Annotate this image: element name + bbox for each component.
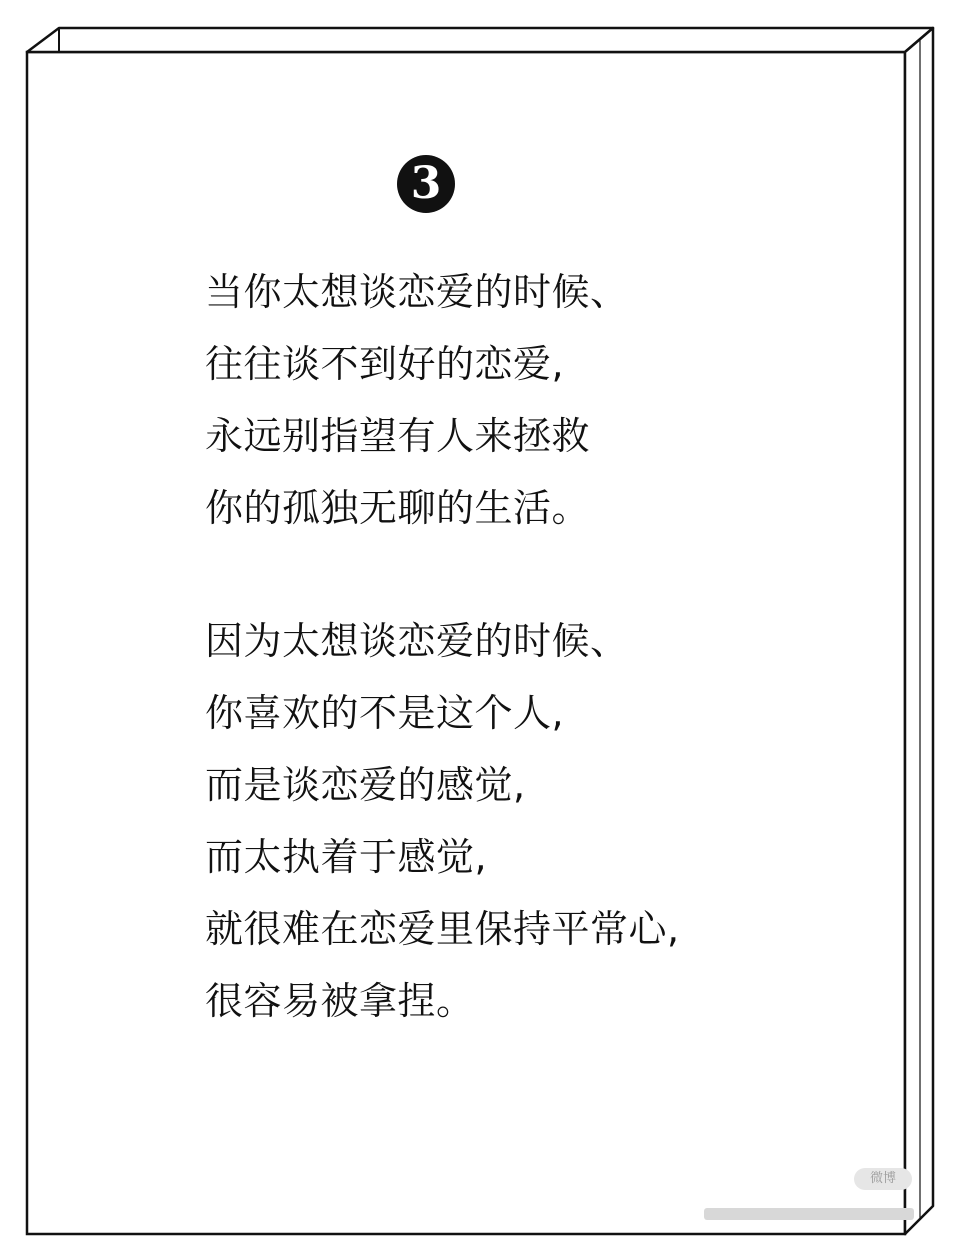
stanza-1 [205, 256, 629, 544]
poem-line: 当你太想谈恋爱的时候、 [205, 270, 629, 314]
poem-line: 而是谈恋爱的感觉, [205, 763, 526, 807]
poem-line: 你的孤独无聊的生活。 [205, 486, 591, 530]
watermark-strip [704, 1208, 914, 1220]
stanza-2 [205, 605, 680, 1037]
number-badge: 3 [397, 155, 455, 213]
poem-line: 你喜欢的不是这个人, [205, 691, 565, 735]
watermark-logo: 微博 [854, 1168, 912, 1190]
poem-line: 永远别指望有人来拯救 [205, 414, 591, 458]
poem-line: 就很难在恋爱里保持平常心, [205, 907, 680, 951]
poem-line: 因为太想谈恋爱的时候、 [205, 619, 629, 663]
book-top-face [27, 28, 933, 52]
poem-line: 而太执着于感觉, [205, 835, 488, 879]
book-side-face [905, 28, 933, 1234]
poem-line: 很容易被拿捏。 [205, 979, 475, 1023]
poem-line: 往往谈不到好的恋爱, [205, 342, 565, 386]
